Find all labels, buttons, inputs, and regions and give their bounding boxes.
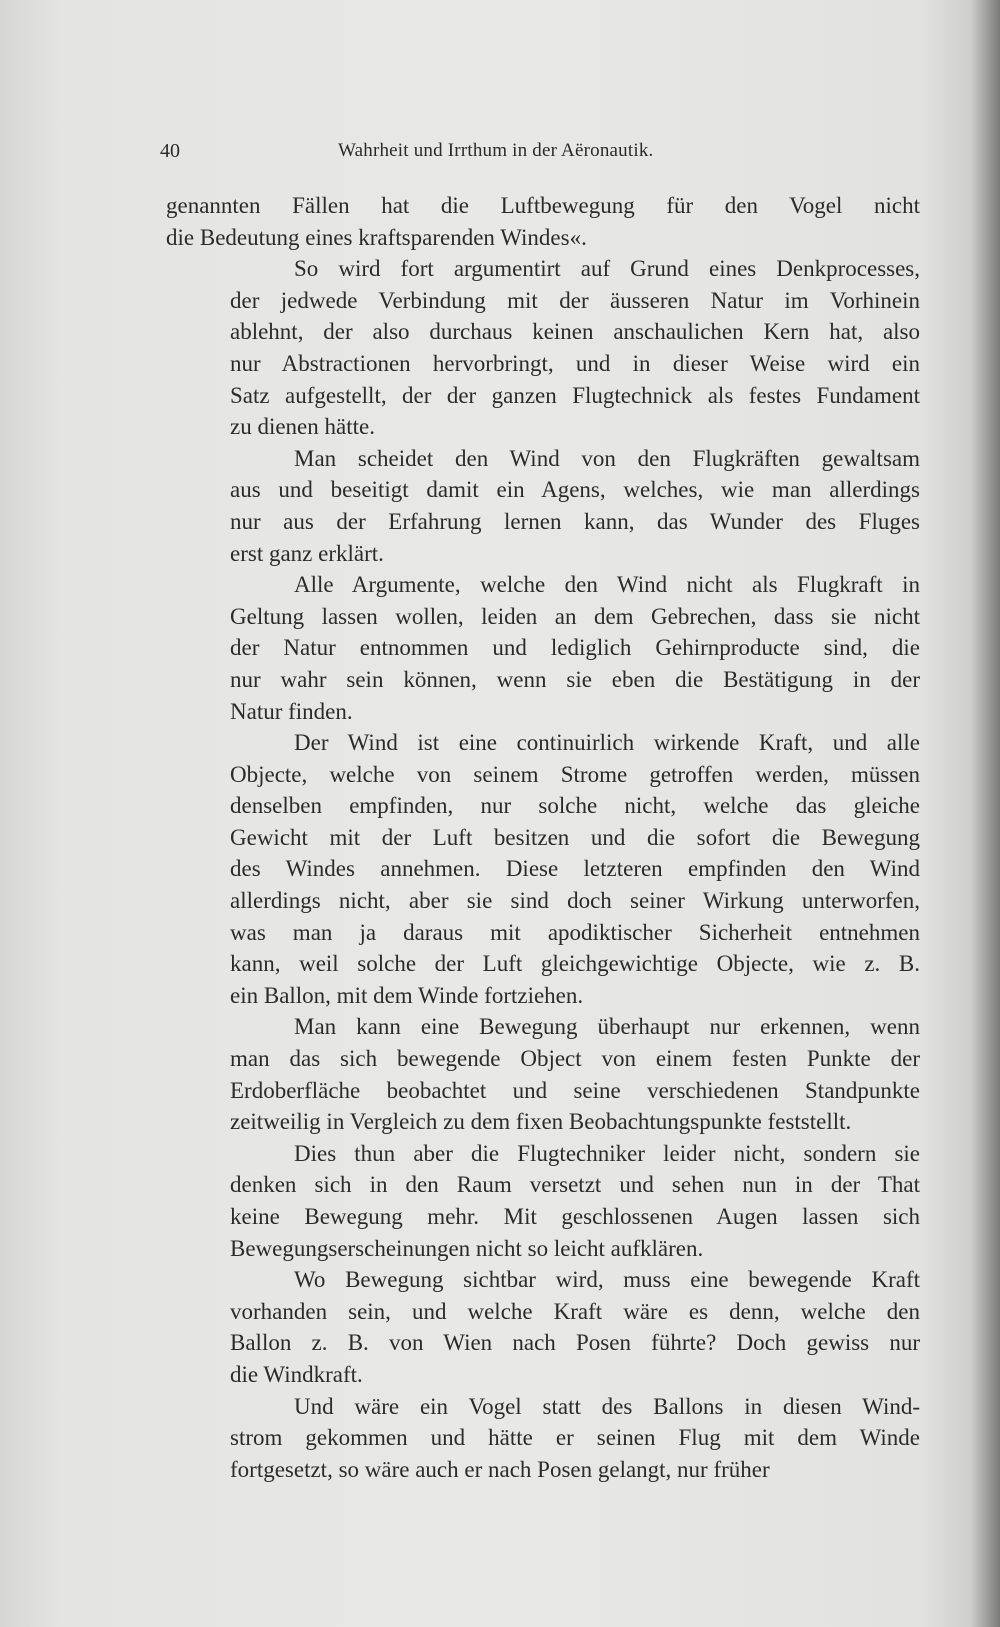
text-line: zu dienen hätte.	[230, 414, 375, 440]
text-line: aus und beseitigt damit ein Agens, welches, wie man allerdings	[230, 477, 920, 503]
paragraph	[166, 727, 920, 1011]
text-line: Erdoberfläche beobachtet und seine verschiedenen Standpunkte	[230, 1077, 920, 1103]
page-header	[160, 140, 920, 170]
text-line: Ballon z. B. von Wien nach Posen führte? Doch gewiss nur	[230, 1330, 920, 1356]
text-line: Objecte, welche von seinem Strome getroffen werden, müssen	[230, 761, 920, 787]
text-line: kann, weil solche der Luft gleichgewichtige Objecte, wie z. B.	[230, 951, 920, 977]
paragraph	[166, 1011, 920, 1137]
text-line: Geltung lassen wollen, leiden an dem Gebrechen, dass sie nicht	[230, 603, 920, 629]
text-line: ablehnt, der also durchaus keinen anschaulichen Kern hat, also	[230, 319, 920, 345]
text-line: ein Ballon, mit dem Winde fortziehen.	[230, 982, 584, 1008]
paragraph	[166, 1264, 920, 1390]
text-line: genannten Fällen hat die Luftbewegung für den Vogel nicht	[166, 193, 920, 218]
text-line: der jedwede Verbindung mit der äusseren Natur im Vorhinein	[230, 287, 920, 313]
text-line: der Natur entnommen und lediglich Gehirnproducte sind, die	[230, 635, 920, 661]
text-line: Natur finden.	[230, 698, 353, 724]
text-line: was man ja daraus mit apodiktischer Sicherheit entnehmen	[230, 919, 920, 945]
text-line: keine Bewegung mehr. Mit geschlossenen Augen lassen sich	[230, 1204, 920, 1229]
text-line: Satz aufgestellt, der der ganzen Flugtechnick als festes Fundament	[230, 382, 920, 408]
text-line: die Windkraft.	[230, 1361, 363, 1387]
paragraph	[166, 190, 920, 253]
text-line: zeitweilig in Vergleich zu dem fixen Beobachtungspunkte feststellt.	[230, 1109, 852, 1135]
text-line: nur aus der Erfahrung lernen kann, das Wunder des Fluges	[230, 508, 920, 534]
text-line: denken sich in den Raum versetzt und sehen nun in der That	[230, 1172, 920, 1198]
text-line: des Windes annehmen. Diese letzteren empfinden den Wind	[230, 856, 920, 882]
text-line: Man scheidet den Wind von den Flugkräften gewaltsam	[294, 445, 920, 471]
text-line: die Bedeutung eines kraftsparenden Windes«.	[166, 224, 587, 250]
text-line: Man kann eine Bewegung überhaupt nur erkennen, wenn	[294, 1014, 920, 1040]
text-line: nur Abstractionen hervorbringt, und in dieser Weise wird ein	[230, 350, 920, 376]
text-line: Der Wind ist eine continuirlich wirkende Kraft, und alle	[294, 730, 920, 756]
text-line: nur wahr sein können, wenn sie eben die Bestätigung in der	[230, 666, 920, 692]
paragraph	[166, 1391, 920, 1486]
text-line: Und wäre ein Vogel statt des Ballons in diesen Wind-	[294, 1393, 920, 1419]
body-text	[166, 190, 920, 1485]
text-line: Dies thun aber die Flugtechniker leider nicht, sondern sie	[294, 1140, 920, 1166]
paragraph	[166, 443, 920, 569]
text-line: Alle Argumente, welche den Wind nicht als Flugkraft in	[294, 572, 920, 598]
text-line: man das sich bewegende Object von einem festen Punkte der	[230, 1046, 920, 1072]
text-line: fortgesetzt, so wäre auch er nach Posen gelangt, nur früher	[230, 1456, 770, 1482]
text-line: Bewegungserscheinungen nicht so leicht aufklären.	[230, 1235, 704, 1261]
page-number: 40	[160, 140, 180, 162]
text-line: erst ganz erklärt.	[230, 540, 384, 566]
text-line: strom gekommen und hätte er seinen Flug mit dem Winde	[230, 1425, 920, 1451]
paragraph	[166, 253, 920, 443]
text-line: allerdings nicht, aber sie sind doch seiner Wirkung unterworfen,	[230, 888, 920, 914]
running-title: Wahrheit und Irrthum in der Aëronautik.	[338, 140, 654, 161]
text-line: So wird fort argumentirt auf Grund eines Denkprocesses,	[294, 256, 920, 282]
text-line: vorhanden sein, und welche Kraft wäre es denn, welche den	[230, 1298, 920, 1324]
paragraph	[166, 569, 920, 727]
paragraph	[166, 1138, 920, 1264]
text-line: denselben empfinden, nur solche nicht, welche das gleiche	[230, 793, 920, 819]
text-line: Wo Bewegung sichtbar wird, muss eine bewegende Kraft	[294, 1267, 920, 1293]
text-line: Gewicht mit der Luft besitzen und die sofort die Bewegung	[230, 824, 920, 850]
